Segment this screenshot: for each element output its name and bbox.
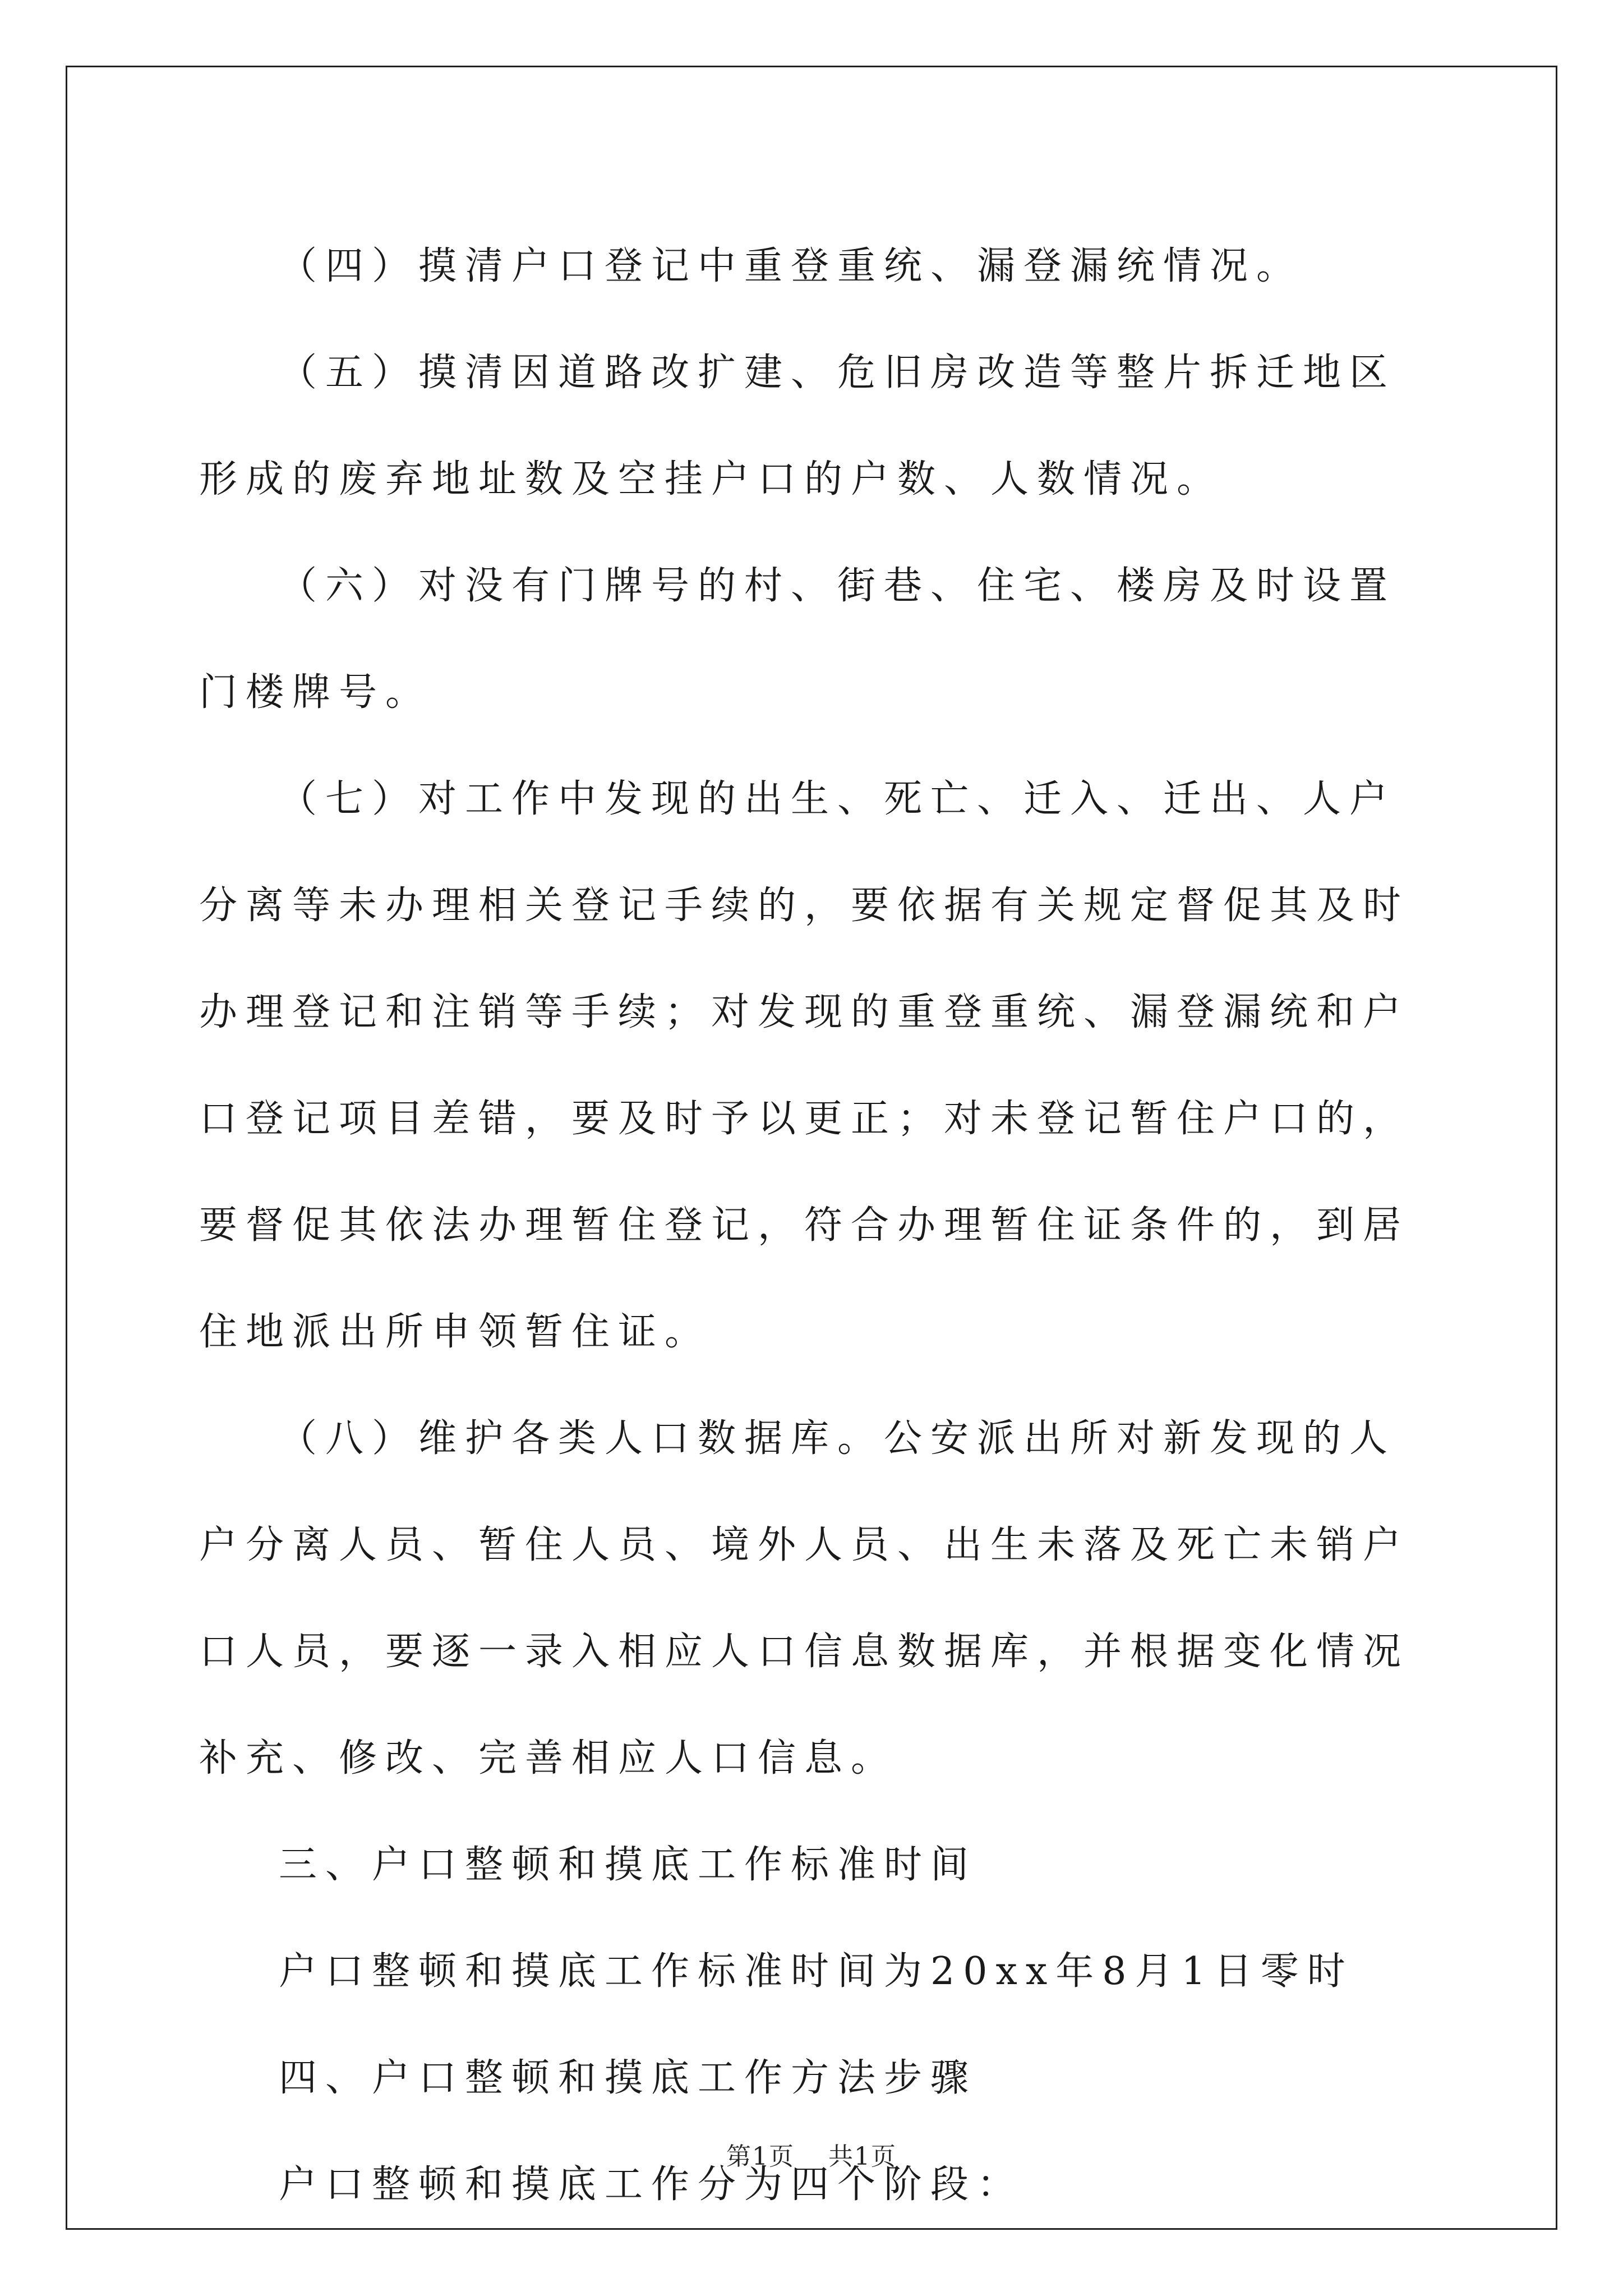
section-heading-4: 四、户口整顿和摸底工作方法步骤: [279, 2056, 978, 2100]
section-4-body: 户口整顿和摸底工作分为四个阶段：: [279, 2162, 1024, 2207]
paragraph-item-5: （五）摸清因道路改扩建、危旧房改造等整片拆迁地区形成的废弃地址数及空挂户口的户数、人数情况。: [199, 351, 1396, 501]
paragraph-item-6: （六）对没有门牌号的村、街巷、住宅、楼房及时设置门楼牌号。: [199, 564, 1396, 715]
section-3-body: 户口整顿和摸底工作标准时间为20xx年8月1日零时: [279, 1949, 1354, 1994]
section-heading-3: 三、户口整顿和摸底工作标准时间: [279, 1843, 978, 1887]
paragraph-item-4: （四）摸清户口登记中重登重统、漏登漏统情况。: [279, 244, 1303, 288]
page-number-total: 共1页: [828, 2142, 897, 2171]
document-body: [199, 213, 1427, 2238]
page-footer: [0, 2136, 1623, 2172]
page-number-current: 第1页: [726, 2142, 795, 2171]
paragraph-item-7: （七）对工作中发现的出生、死亡、迁入、迁出、人户分离等未办理相关登记手续的，要依据有关规定督促其及时办理登记和注销等手续；对发现的重登重统、漏登漏统和户口登记项目差错，要及时予以更正；对未登记暂住户口的，要督促其依法办理暂住登记，符合办理暂住证条件的，到居住地派出所申领暂住证。: [199, 777, 1410, 1354]
paragraph-item-8: （八）维护各类人口数据库。公安派出所对新发现的人户分离人员、暂住人员、境外人员、出生未落及死亡未销户口人员，要逐一录入相应人口信息数据库，并根据变化情况补充、修改、完善相应人口信息。: [199, 1416, 1410, 1780]
